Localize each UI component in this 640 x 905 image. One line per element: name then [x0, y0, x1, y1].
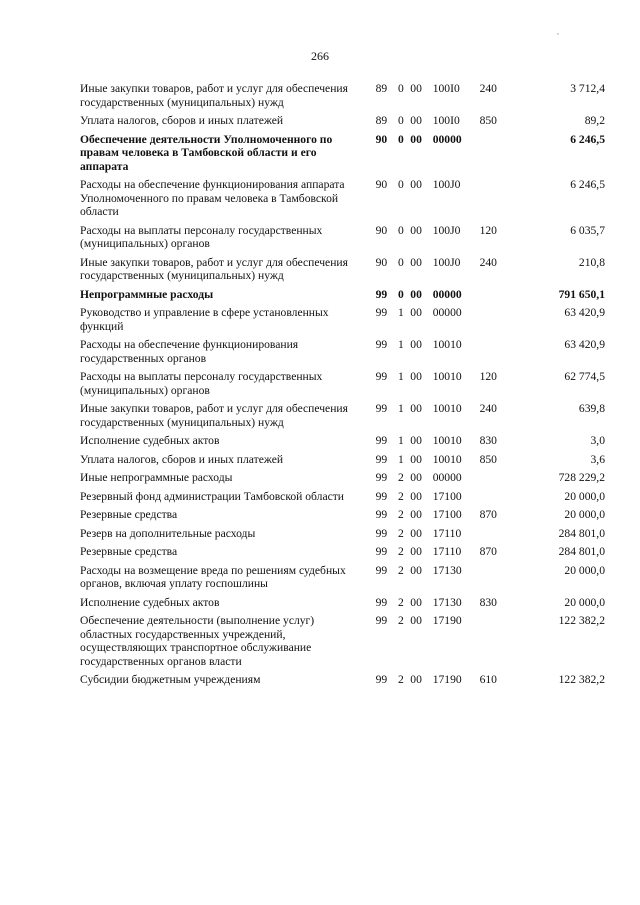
code-direction: 17100 — [432, 508, 462, 521]
code-program: 99 — [375, 338, 388, 351]
code-direction: 00000 — [432, 132, 462, 146]
code-program: 90 — [375, 255, 388, 269]
expense-type-code — [480, 338, 521, 370]
table-row — [80, 306, 605, 338]
code-direction: 17130 — [432, 563, 462, 577]
table-row — [80, 471, 605, 490]
amount: 63 420,9 — [564, 306, 605, 319]
code-direction: 17110 — [432, 545, 462, 558]
amount: 20 000,0 — [564, 563, 605, 577]
code-main: 00 — [410, 223, 422, 237]
amount: 20 000,0 — [564, 595, 605, 609]
code-program: 99 — [375, 563, 388, 577]
code-program: 99 — [375, 508, 388, 521]
table-row — [80, 402, 605, 434]
amount: 3,0 — [590, 434, 605, 447]
code-subprogram: 2 — [398, 508, 404, 521]
code-direction: 17100 — [432, 489, 462, 503]
item-name: Исполнение судебных актов — [80, 434, 220, 447]
table-row — [80, 508, 605, 527]
code-subprogram: 0 — [398, 287, 404, 301]
code-direction: 10010 — [432, 434, 462, 447]
code-program: 99 — [375, 489, 388, 503]
code-subprogram: 2 — [398, 673, 404, 686]
table-row — [80, 370, 605, 402]
code-subprogram: 2 — [398, 471, 404, 484]
code-program: 99 — [375, 614, 388, 627]
code-subprogram: 0 — [398, 132, 404, 146]
code-subprogram: 2 — [398, 526, 404, 540]
item-name: Непрограммные расходы — [80, 287, 214, 301]
expense-type-code: 830 — [479, 434, 497, 447]
item-name: Уплата налогов, сборов и иных платежей — [80, 452, 284, 466]
item-name: Расходы на выплаты персоналу государственных (муниципальных) органов — [80, 370, 323, 397]
expense-type-code: 240 — [479, 402, 497, 415]
expense-type-code — [480, 614, 521, 673]
expense-type-code: 850 — [479, 114, 497, 127]
code-program: 89 — [375, 82, 388, 95]
code-direction: 17190 — [432, 673, 462, 686]
table-row — [80, 545, 605, 564]
code-program: 90 — [375, 223, 388, 237]
amount: 122 382,2 — [558, 673, 605, 686]
table-row — [80, 82, 605, 114]
table-row — [80, 133, 605, 179]
expense-type-code — [480, 490, 521, 509]
code-subprogram: 2 — [398, 595, 404, 609]
code-direction: 100J0 — [432, 178, 461, 191]
table-row — [80, 338, 605, 370]
table-row — [80, 256, 605, 288]
code-subprogram: 1 — [398, 452, 404, 466]
code-program: 99 — [375, 287, 388, 301]
amount: 6 035,7 — [570, 223, 605, 237]
code-direction: 10010 — [432, 452, 462, 466]
code-direction: 100I0 — [432, 114, 460, 127]
code-program: 99 — [375, 526, 388, 540]
table-row — [80, 673, 605, 692]
table-row — [80, 490, 605, 509]
expense-type-code — [480, 564, 521, 596]
item-name: Расходы на обеспечение функционирования аппарата Уполномоченного по правам человека в Тамбовской области — [80, 178, 345, 218]
code-direction: 100J0 — [432, 223, 461, 237]
corner-mark: , — [557, 27, 559, 36]
code-direction: 00000 — [432, 471, 462, 484]
code-main: 00 — [410, 471, 422, 484]
item-name: Обеспечение деятельности Уполномоченного по правам человека в Тамбовской области и его аппарата — [80, 132, 333, 173]
expense-type-code — [480, 471, 521, 490]
code-program: 99 — [375, 471, 388, 484]
code-main: 00 — [410, 526, 422, 540]
expense-type-code: 120 — [479, 223, 497, 237]
item-name: Исполнение судебных актов — [80, 595, 220, 609]
code-subprogram: 1 — [398, 338, 404, 351]
item-name: Иные закупки товаров, работ и услуг для обеспечения государственных (муниципальных) нужд — [80, 402, 348, 429]
code-program: 89 — [375, 114, 388, 127]
amount: 122 382,2 — [558, 614, 605, 627]
expense-type-code — [480, 306, 521, 338]
item-name: Расходы на выплаты персоналу государственных (муниципальных) органов — [80, 223, 323, 250]
expense-type-code — [480, 178, 521, 224]
expense-type-code — [480, 288, 521, 307]
code-direction: 17110 — [432, 526, 462, 540]
amount: 284 801,0 — [558, 526, 605, 540]
code-subprogram: 1 — [398, 434, 404, 447]
code-main: 00 — [410, 595, 422, 609]
expense-type-code — [480, 527, 521, 546]
code-program: 99 — [375, 434, 388, 447]
code-direction: 100J0 — [432, 255, 461, 269]
code-main: 00 — [410, 82, 422, 95]
expense-type-code: 610 — [479, 673, 497, 686]
item-name: Обеспечение деятельности (выполнение услуг) областных государственных учреждений, осуществляющих транспортное обслуживание государственных органов власти — [80, 614, 315, 668]
code-main: 00 — [410, 563, 422, 577]
amount: 210,8 — [578, 255, 605, 269]
amount: 3,6 — [590, 452, 605, 466]
code-main: 00 — [410, 508, 422, 521]
item-name: Резерв на дополнительные расходы — [80, 526, 256, 540]
item-name: Иные закупки товаров, работ и услуг для обеспечения государственных (муниципальных) нужд — [80, 82, 348, 109]
table-row — [80, 596, 605, 615]
code-program: 99 — [375, 306, 388, 319]
item-name: Расходы на обеспечение функционирования государственных органов — [80, 338, 299, 365]
expense-type-code: 240 — [479, 82, 497, 95]
code-direction: 17130 — [432, 595, 462, 609]
table-row — [80, 178, 605, 224]
code-subprogram: 0 — [398, 82, 404, 95]
amount: 20 000,0 — [564, 508, 605, 521]
item-name: Резервные средства — [80, 508, 178, 521]
code-direction: 00000 — [432, 287, 462, 301]
table-row — [80, 224, 605, 256]
code-main: 00 — [410, 370, 422, 383]
code-program: 99 — [375, 595, 388, 609]
code-main: 00 — [410, 434, 422, 447]
code-main: 00 — [410, 287, 422, 301]
item-name: Субсидии бюджетным учреждениям — [80, 673, 261, 686]
expense-type-code: 870 — [479, 545, 497, 558]
code-main: 00 — [410, 545, 422, 558]
expense-type-code: 830 — [479, 595, 497, 609]
item-name: Уплата налогов, сборов и иных платежей — [80, 114, 284, 127]
item-name: Иные закупки товаров, работ и услуг для обеспечения государственных (муниципальных) нужд — [80, 255, 348, 282]
amount: 6 246,5 — [570, 178, 605, 191]
item-name: Руководство и управление в сфере установленных функций — [80, 306, 329, 333]
table-row — [80, 614, 605, 673]
code-direction: 17190 — [432, 614, 462, 627]
code-program: 90 — [375, 178, 388, 191]
code-subprogram: 1 — [398, 402, 404, 415]
code-direction: 10010 — [432, 402, 462, 415]
item-name: Резервные средства — [80, 545, 178, 558]
code-subprogram: 2 — [398, 614, 404, 627]
code-program: 90 — [375, 132, 388, 146]
code-main: 00 — [410, 673, 422, 686]
table-row — [80, 434, 605, 453]
code-subprogram: 2 — [398, 563, 404, 577]
expense-type-code: 850 — [479, 452, 497, 466]
code-program: 99 — [375, 452, 388, 466]
code-subprogram: 0 — [398, 255, 404, 269]
code-subprogram: 0 — [398, 178, 404, 191]
amount: 62 774,5 — [564, 370, 605, 383]
code-subprogram: 2 — [398, 545, 404, 558]
amount: 6 246,5 — [570, 132, 605, 146]
code-main: 00 — [410, 489, 422, 503]
table-row — [80, 114, 605, 133]
amount: 728 229,2 — [558, 471, 605, 484]
code-program: 99 — [375, 402, 388, 415]
amount: 89,2 — [584, 114, 605, 127]
code-main: 00 — [410, 614, 422, 627]
code-direction: 10010 — [432, 370, 462, 383]
table-row — [80, 527, 605, 546]
page-number: 266 — [311, 49, 329, 63]
code-subprogram: 0 — [398, 223, 404, 237]
amount: 639,8 — [578, 402, 605, 415]
item-name: Резервный фонд администрации Тамбовской области — [80, 489, 345, 503]
code-main: 00 — [410, 306, 422, 319]
code-main: 00 — [410, 132, 422, 146]
code-subprogram: 1 — [398, 370, 404, 383]
amount: 284 801,0 — [558, 545, 605, 558]
amount: 791 650,1 — [558, 287, 605, 301]
expense-type-code: 240 — [479, 255, 497, 269]
code-subprogram: 0 — [398, 114, 404, 127]
code-main: 00 — [410, 402, 422, 415]
code-direction: 10010 — [432, 338, 462, 351]
code-program: 99 — [375, 673, 388, 686]
amount: 3 712,4 — [570, 82, 605, 95]
table-row — [80, 564, 605, 596]
code-direction: 100I0 — [432, 82, 460, 95]
code-main: 00 — [410, 255, 422, 269]
expense-type-code: 870 — [479, 508, 497, 521]
code-subprogram: 1 — [398, 306, 404, 319]
item-name: Иные непрограммные расходы — [80, 471, 233, 484]
code-subprogram: 2 — [398, 489, 404, 503]
expense-type-code — [480, 133, 521, 179]
code-main: 00 — [410, 452, 422, 466]
code-program: 99 — [375, 545, 388, 558]
code-main: 00 — [410, 338, 422, 351]
code-direction: 00000 — [432, 306, 462, 319]
table-row — [80, 453, 605, 472]
table-row — [80, 288, 605, 307]
code-program: 99 — [375, 370, 388, 383]
amount: 63 420,9 — [564, 338, 605, 351]
budget-table — [80, 82, 605, 692]
item-name: Расходы на возмещение вреда по решениям судебных органов, включая уплату госпошлины — [80, 563, 346, 590]
expense-type-code: 120 — [479, 370, 497, 383]
amount: 20 000,0 — [564, 489, 605, 503]
code-main: 00 — [410, 114, 422, 127]
code-main: 00 — [410, 178, 422, 191]
